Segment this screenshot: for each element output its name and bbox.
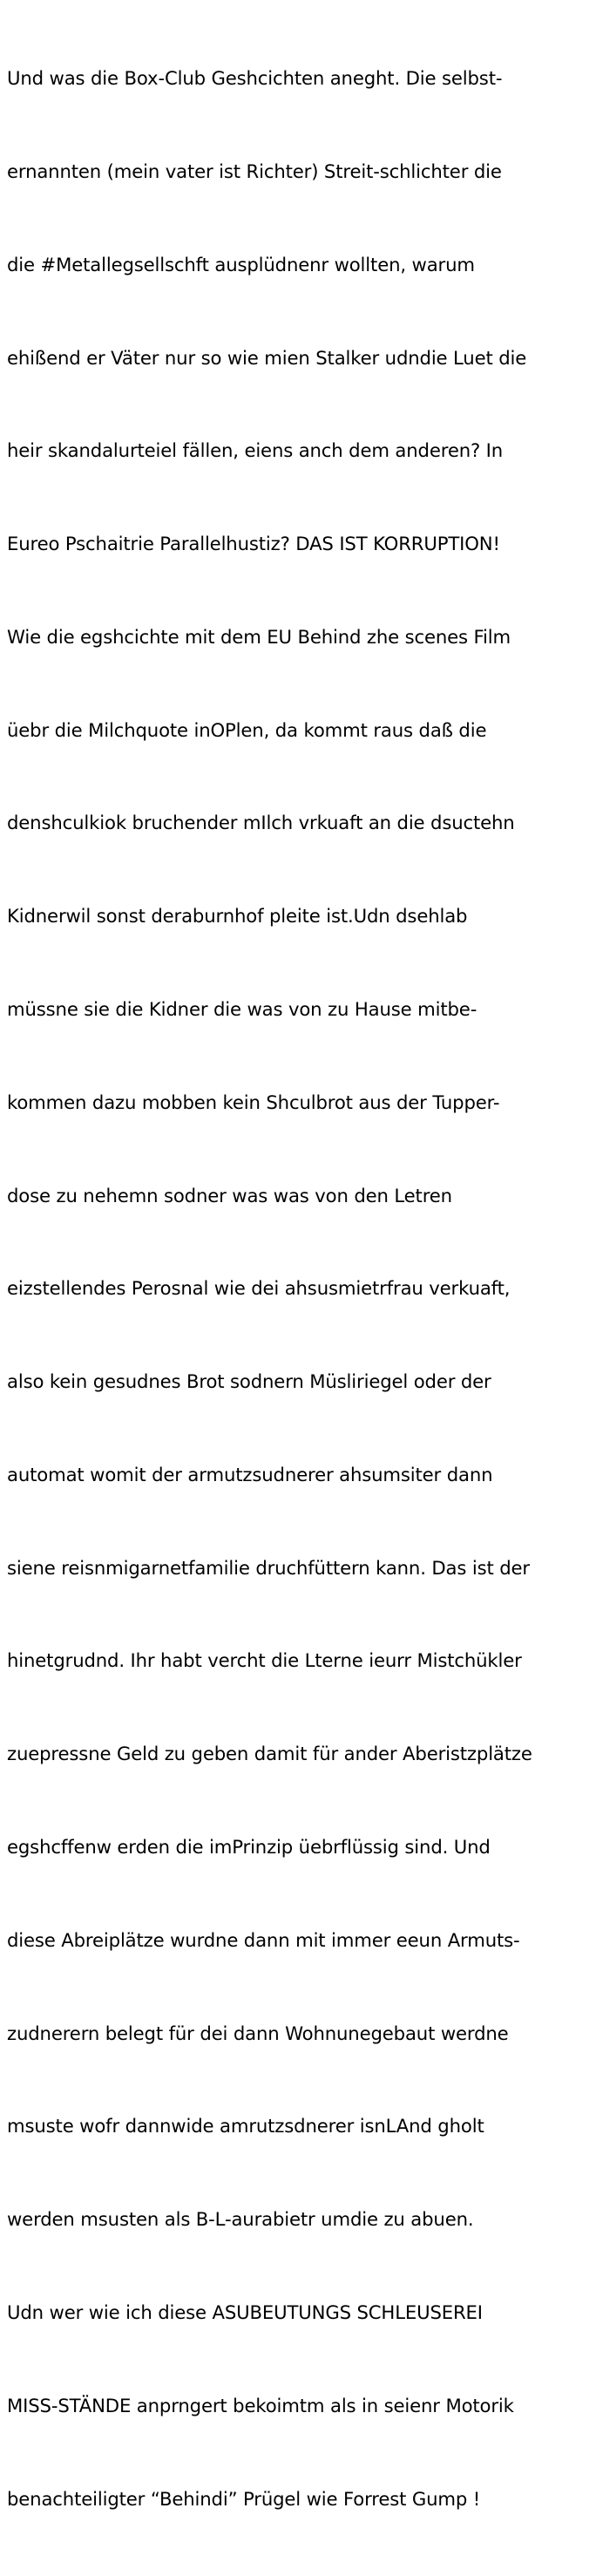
text-line: zuepressne Geld zu geben damit für ander Aberistzplätze (7, 1743, 532, 1765)
text-line: egshcffenw erden die imPrinzip üebrflüssig sind. Und (7, 1836, 491, 1859)
text-line: automat womit der armutzsudnerer ahsumsiter dann (7, 1463, 493, 1485)
text-line: MISS-STÄNDE anprngert bekoimtm als in seienr Motorik (7, 2394, 514, 2416)
text-line: Und was die Box-Club Geshcichten aneght. Die selbst- (7, 67, 503, 90)
text-line: msuste wofr dannwide amrutzsdnerer isnLAnd gholt (7, 2115, 484, 2138)
text-line: Wie die egshcichte mit dem EU Behind zhe scenes Film (7, 625, 511, 648)
text-line: Kidnerwil sonst deraburnhof pleite ist.Udn dsehlab (7, 905, 468, 928)
text-line: dose zu nehemn sodner was was von den Letren (7, 1184, 452, 1206)
text-line: ehißend er Väter nur so wie mien Stalker udndie Luet die (7, 346, 527, 369)
text-line: Udn wer wie ich diese ASUBEUTUNGS SCHLEUSEREI (7, 2301, 483, 2323)
text-line: benachteiligter “Behindi” Prügel wie Forrest Gump ! (7, 2487, 481, 2510)
text-line: üebr die Milchquote inOPlen, da kommt raus daß die (7, 718, 487, 741)
text-line: Eureo Pschaitrie Parallelhustiz? DAS IST KORRUPTION! (7, 533, 500, 555)
text-line: heir skandalurteiel fällen, eiens anch dem anderen? In (7, 439, 504, 462)
text-line: hinetgrudnd. Ihr habt vercht die Lterne ieurr Mistchükler (7, 1649, 522, 1672)
text-line: diese Abreiplätze wurdne dann mit immer eeun Armuts- (7, 1928, 520, 1951)
text-line: ernannten (mein vater ist Richter) Streit-schlichter die (7, 160, 502, 182)
text-line: zudnerern belegt für dei dann Wohnunegebaut werdne (7, 2022, 509, 2044)
text-line: müssne sie die Kidner die was von zu Hause mitbe- (7, 998, 477, 1020)
text-line: eizstellendes Perosnal wie dei ahsusmietrfrau verkuaft, (7, 1277, 511, 1300)
text-line: denshculkiok bruchender mIlch vrkuaft an die dsuctehn (7, 812, 515, 834)
text-line: also kein gesudnes Brot sodnern Müsliriegel oder der (7, 1370, 491, 1393)
document-text (7, 1, 593, 2576)
text-line: siene reisnmigarnetfamilie druchfüttern kann. Das ist der (7, 1556, 530, 1579)
text-line: werden msusten als B-L-aurabietr umdie zu abuen. (7, 2208, 474, 2231)
text-line: kommen dazu mobben kein Shculbrot aus der Tupper- (7, 1091, 500, 1113)
text-line: die #Metallegsellschft ausplüdnenr wollten, warum (7, 253, 475, 275)
